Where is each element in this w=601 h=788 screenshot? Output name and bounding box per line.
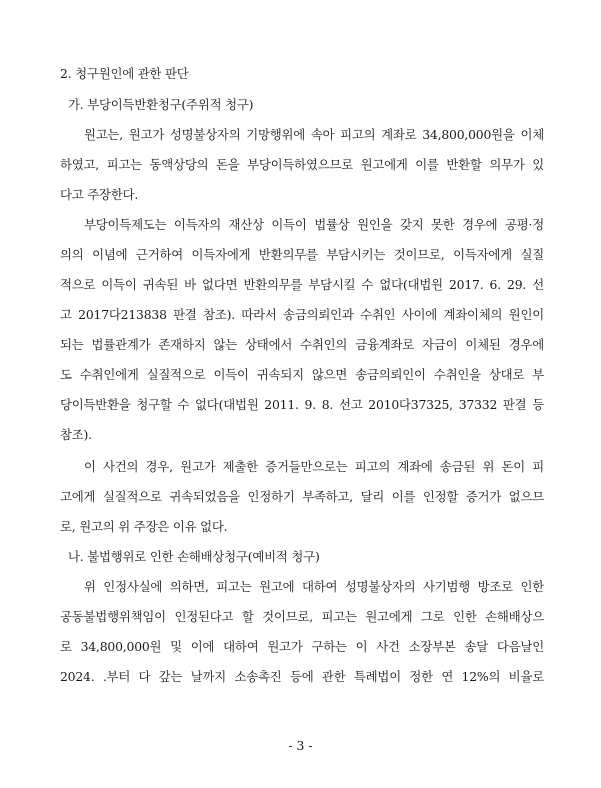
- paragraph-line: 참조).: [60, 427, 92, 442]
- section-heading: 2. 청구원인에 관한 판단: [60, 66, 189, 81]
- paragraph-line: 적으로 이득이 귀속된 바 없다면 반환의무를 부담시킬 수 없다(대법원 2017. 6. 29. 선: [60, 277, 544, 292]
- paragraph-line: 로 34,800,000원 및 이에 대하여 원고가 구하는 이 사건 소장부본 송달 다음날인: [60, 639, 544, 654]
- paragraph-line: 공동불법행위책임이 인정된다고 할 것이므로, 피고는 원고에게 그로 인한 손해배상으: [60, 609, 544, 624]
- paragraph-line: 고에게 실질적으로 귀속되었음을 인정하기 부족하고, 달리 이를 인정할 증거가 없으므: [60, 489, 544, 504]
- paragraph-line: 2024. .부터 다 갚는 날까지 소송촉진 등에 관한 특례법이 정한 연 12%의 비율로: [60, 669, 544, 684]
- paragraph-line: 원고는, 원고가 성명불상자의 기망행위에 속아 피고의 계좌로 34,800,000원을 이체: [84, 127, 544, 142]
- paragraph-line: 고 2017다213838 판결 참조). 따라서 송금의뢰인과 수취인 사이에 계좌이체의 원인이: [60, 307, 544, 322]
- paragraph-line: 로, 원고의 위 주장은 이유 없다.: [60, 519, 228, 534]
- paragraph-line: 하였고, 피고는 동액상당의 돈을 부당이득하였으므로 원고에게 이를 반환할 의무가 있: [60, 157, 544, 172]
- paragraph-line: 도 수취인에게 실질적으로 이득이 귀속되지 않으면 송금의뢰인이 수취인을 상대로 부: [60, 367, 544, 382]
- paragraph-line: 위 인정사실에 의하면, 피고는 원고에 대하여 성명불상자의 사기범행 방조로 인한: [84, 579, 544, 594]
- paragraph-line: 부당이득제도는 이득자의 재산상 이득이 법률상 원인을 갖지 못한 경우에 공평·정: [84, 217, 544, 232]
- paragraph-line: 의의 이념에 근거하여 이득자에게 반환의무를 부담시키는 것이므로, 이득자에게 실질: [60, 247, 544, 262]
- paragraph-line: 다고 주장한다.: [60, 187, 139, 202]
- subsection-heading-a: 가. 부당이득반환청구(주위적 청구): [68, 97, 254, 112]
- paragraph-line: 되는 법률관계가 존재하지 않는 상태에서 수취인의 금융계좌로 자금이 이체된 경우에: [60, 337, 544, 352]
- paragraph-line: 이 사건의 경우, 원고가 제출한 증거들만으로는 피고의 계좌에 송금된 위 돈이 피: [84, 459, 544, 474]
- subsection-heading-b: 나. 불법행위로 인한 손해배상청구(예비적 청구): [68, 549, 320, 564]
- page-number: - 3 -: [288, 738, 313, 753]
- paragraph-line: 당이득반환을 청구할 수 없다(대법원 2011. 9. 8. 선고 2010다37325, 37332 판결 등: [60, 397, 544, 412]
